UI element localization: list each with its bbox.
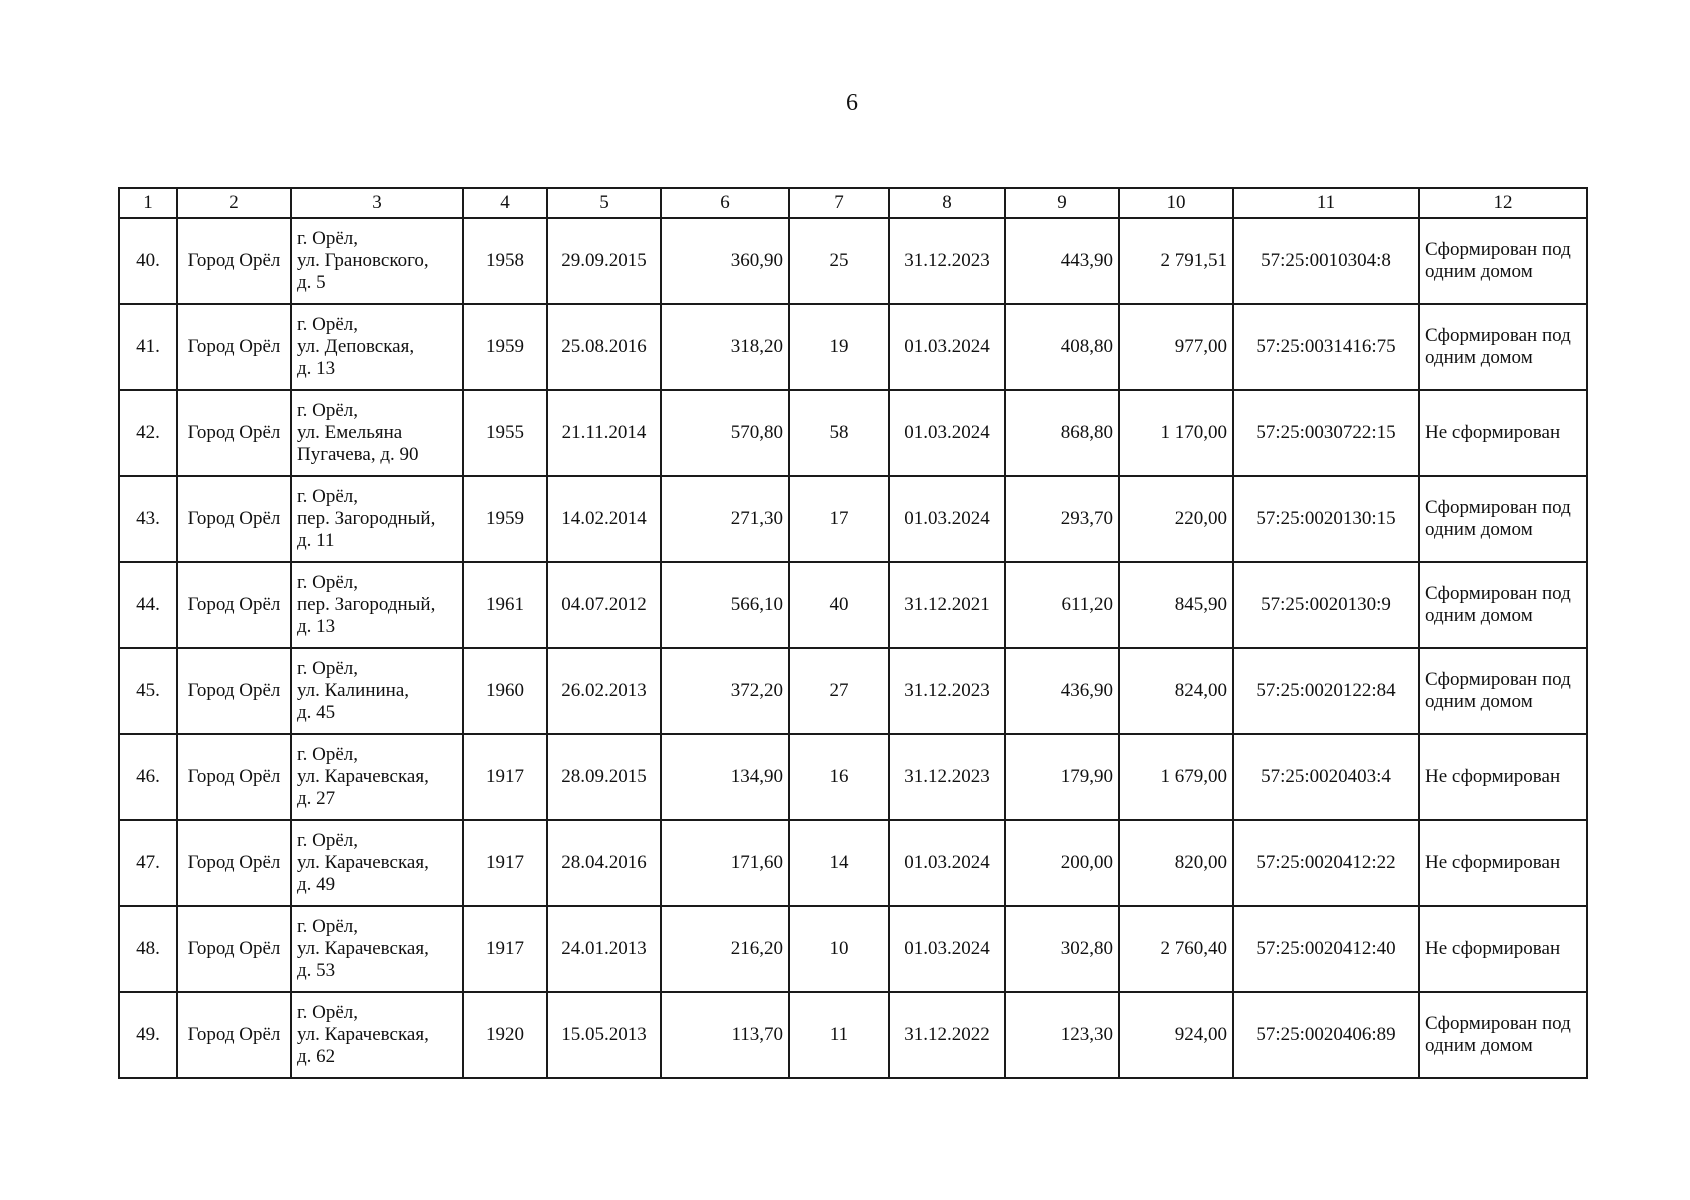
column-number-header: 4 (463, 188, 547, 218)
land-area: 220,00 (1119, 476, 1233, 562)
column-number-header: 2 (177, 188, 291, 218)
settlement-name: Город Орёл (177, 648, 291, 734)
land-area: 845,90 (1119, 562, 1233, 648)
land-status: Сформирован под одним домом (1419, 562, 1587, 648)
table-row (119, 648, 1587, 734)
address-line-street: пер. Загородный, (297, 508, 436, 529)
column-number-header: 1 (119, 188, 177, 218)
address (291, 906, 463, 992)
address-line-city: г. Орёл, (297, 830, 359, 851)
table-row (119, 218, 1587, 304)
address-line-street: ул. Карачевская, (297, 1024, 429, 1045)
address (291, 562, 463, 648)
address-line-house: д. 11 (297, 530, 335, 551)
residents-count: 11 (789, 992, 889, 1078)
emergency-date: 14.02.2014 (547, 476, 661, 562)
emergency-date: 29.09.2015 (547, 218, 661, 304)
construction-year: 1955 (463, 390, 547, 476)
table-row (119, 992, 1587, 1078)
residents-count: 58 (789, 390, 889, 476)
address-line-city: г. Орёл, (297, 314, 359, 335)
cadastral-number: 57:25:0020403:4 (1233, 734, 1419, 820)
emergency-date: 28.09.2015 (547, 734, 661, 820)
address-line-house: д. 5 (297, 272, 326, 293)
living-area: 318,20 (661, 304, 789, 390)
settlement-name: Город Орёл (177, 906, 291, 992)
table-row (119, 304, 1587, 390)
column-number-header: 11 (1233, 188, 1419, 218)
row-number: 41. (119, 304, 177, 390)
resettlement-deadline: 01.03.2024 (889, 820, 1005, 906)
residents-count: 14 (789, 820, 889, 906)
construction-year: 1917 (463, 820, 547, 906)
land-status: Сформирован под одним домом (1419, 218, 1587, 304)
address-line-city: г. Орёл, (297, 744, 359, 765)
resettlement-deadline: 31.12.2023 (889, 734, 1005, 820)
address-line-house: д. 13 (297, 358, 336, 379)
address-line-house: д. 53 (297, 960, 336, 981)
address-line-house: д. 62 (297, 1046, 336, 1067)
row-number: 40. (119, 218, 177, 304)
address-line-street: ул. Карачевская, (297, 938, 429, 959)
row-number: 46. (119, 734, 177, 820)
column-number-header: 6 (661, 188, 789, 218)
row-number: 48. (119, 906, 177, 992)
land-status: Не сформирован (1419, 734, 1587, 820)
address-line-street: ул. Карачевская, (297, 852, 429, 873)
cadastral-number: 57:25:0020130:9 (1233, 562, 1419, 648)
resettlement-deadline: 31.12.2022 (889, 992, 1005, 1078)
living-area: 134,90 (661, 734, 789, 820)
address-line-city: г. Орёл, (297, 572, 359, 593)
total-area: 293,70 (1005, 476, 1119, 562)
emergency-date: 21.11.2014 (547, 390, 661, 476)
emergency-date: 26.02.2013 (547, 648, 661, 734)
address-line-street: ул. Деповская, (297, 336, 415, 357)
land-area: 924,00 (1119, 992, 1233, 1078)
residents-count: 27 (789, 648, 889, 734)
table-row (119, 390, 1587, 476)
address-line-city: г. Орёл, (297, 486, 359, 507)
land-area: 1 679,00 (1119, 734, 1233, 820)
construction-year: 1920 (463, 992, 547, 1078)
housing-registry-table (118, 187, 1588, 1079)
header-row (119, 188, 1587, 218)
address-line-city: г. Орёл, (297, 228, 359, 249)
page-number: 6 (846, 90, 858, 116)
residents-count: 16 (789, 734, 889, 820)
settlement-name: Город Орёл (177, 218, 291, 304)
construction-year: 1960 (463, 648, 547, 734)
column-number-header: 12 (1419, 188, 1587, 218)
resettlement-deadline: 31.12.2023 (889, 648, 1005, 734)
living-area: 570,80 (661, 390, 789, 476)
table-row (119, 734, 1587, 820)
emergency-date: 25.08.2016 (547, 304, 661, 390)
total-area: 302,80 (1005, 906, 1119, 992)
living-area: 113,70 (661, 992, 789, 1078)
row-number: 44. (119, 562, 177, 648)
cadastral-number: 57:25:0020412:40 (1233, 906, 1419, 992)
construction-year: 1959 (463, 304, 547, 390)
total-area: 123,30 (1005, 992, 1119, 1078)
resettlement-deadline: 01.03.2024 (889, 476, 1005, 562)
living-area: 372,20 (661, 648, 789, 734)
address-line-city: г. Орёл, (297, 400, 359, 421)
address-line-city: г. Орёл, (297, 1002, 359, 1023)
settlement-name: Город Орёл (177, 476, 291, 562)
address (291, 648, 463, 734)
emergency-date: 24.01.2013 (547, 906, 661, 992)
construction-year: 1917 (463, 734, 547, 820)
settlement-name: Город Орёл (177, 992, 291, 1078)
land-area: 977,00 (1119, 304, 1233, 390)
cadastral-number: 57:25:0031416:75 (1233, 304, 1419, 390)
settlement-name: Город Орёл (177, 390, 291, 476)
address-line-house: д. 27 (297, 788, 336, 809)
living-area: 360,90 (661, 218, 789, 304)
residents-count: 10 (789, 906, 889, 992)
address-line-house: д. 49 (297, 874, 336, 895)
address (291, 992, 463, 1078)
address (291, 304, 463, 390)
cadastral-number: 57:25:0020406:89 (1233, 992, 1419, 1078)
column-number-header: 5 (547, 188, 661, 218)
address-line-street: ул. Калинина, (297, 680, 410, 701)
total-area: 443,90 (1005, 218, 1119, 304)
table-row (119, 820, 1587, 906)
table-row (119, 906, 1587, 992)
address-line-street: ул. Емельяна (297, 422, 403, 443)
living-area: 271,30 (661, 476, 789, 562)
settlement-name: Город Орёл (177, 820, 291, 906)
emergency-date: 28.04.2016 (547, 820, 661, 906)
settlement-name: Город Орёл (177, 562, 291, 648)
address-line-house: д. 45 (297, 702, 336, 723)
land-status: Не сформирован (1419, 820, 1587, 906)
address (291, 218, 463, 304)
land-area: 2 791,51 (1119, 218, 1233, 304)
land-status: Сформирован под одним домом (1419, 992, 1587, 1078)
cadastral-number: 57:25:0030722:15 (1233, 390, 1419, 476)
total-area: 868,80 (1005, 390, 1119, 476)
land-area: 2 760,40 (1119, 906, 1233, 992)
column-number-header: 3 (291, 188, 463, 218)
total-area: 611,20 (1005, 562, 1119, 648)
land-status: Не сформирован (1419, 906, 1587, 992)
table-row (119, 476, 1587, 562)
construction-year: 1961 (463, 562, 547, 648)
total-area: 179,90 (1005, 734, 1119, 820)
address-line-city: г. Орёл, (297, 916, 359, 937)
emergency-date: 15.05.2013 (547, 992, 661, 1078)
resettlement-deadline: 31.12.2021 (889, 562, 1005, 648)
cadastral-number: 57:25:0010304:8 (1233, 218, 1419, 304)
total-area: 408,80 (1005, 304, 1119, 390)
resettlement-deadline: 01.03.2024 (889, 390, 1005, 476)
living-area: 216,20 (661, 906, 789, 992)
resettlement-deadline: 01.03.2024 (889, 906, 1005, 992)
land-status: Сформирован под одним домом (1419, 648, 1587, 734)
row-number: 47. (119, 820, 177, 906)
settlement-name: Город Орёл (177, 304, 291, 390)
construction-year: 1958 (463, 218, 547, 304)
row-number: 43. (119, 476, 177, 562)
address-line-house: Пугачева, д. 90 (297, 444, 419, 465)
cadastral-number: 57:25:0020130:15 (1233, 476, 1419, 562)
land-area: 824,00 (1119, 648, 1233, 734)
residents-count: 19 (789, 304, 889, 390)
table-body (119, 218, 1587, 1078)
residents-count: 40 (789, 562, 889, 648)
row-number: 49. (119, 992, 177, 1078)
land-area: 1 170,00 (1119, 390, 1233, 476)
total-area: 436,90 (1005, 648, 1119, 734)
column-number-header: 8 (889, 188, 1005, 218)
land-status: Сформирован под одним домом (1419, 476, 1587, 562)
address-line-street: ул. Грановского, (297, 250, 429, 271)
construction-year: 1917 (463, 906, 547, 992)
living-area: 171,60 (661, 820, 789, 906)
construction-year: 1959 (463, 476, 547, 562)
address (291, 734, 463, 820)
column-number-header: 7 (789, 188, 889, 218)
column-number-header: 9 (1005, 188, 1119, 218)
land-area: 820,00 (1119, 820, 1233, 906)
table-row (119, 562, 1587, 648)
address (291, 390, 463, 476)
address-line-house: д. 13 (297, 616, 336, 637)
living-area: 566,10 (661, 562, 789, 648)
column-number-header: 10 (1119, 188, 1233, 218)
resettlement-deadline: 01.03.2024 (889, 304, 1005, 390)
emergency-date: 04.07.2012 (547, 562, 661, 648)
address-line-city: г. Орёл, (297, 658, 359, 679)
address-line-street: пер. Загородный, (297, 594, 436, 615)
total-area: 200,00 (1005, 820, 1119, 906)
cadastral-number: 57:25:0020122:84 (1233, 648, 1419, 734)
address (291, 476, 463, 562)
resettlement-deadline: 31.12.2023 (889, 218, 1005, 304)
land-status: Не сформирован (1419, 390, 1587, 476)
address (291, 820, 463, 906)
residents-count: 25 (789, 218, 889, 304)
land-status: Сформирован под одним домом (1419, 304, 1587, 390)
settlement-name: Город Орёл (177, 734, 291, 820)
row-number: 45. (119, 648, 177, 734)
address-line-street: ул. Карачевская, (297, 766, 429, 787)
residents-count: 17 (789, 476, 889, 562)
cadastral-number: 57:25:0020412:22 (1233, 820, 1419, 906)
row-number: 42. (119, 390, 177, 476)
